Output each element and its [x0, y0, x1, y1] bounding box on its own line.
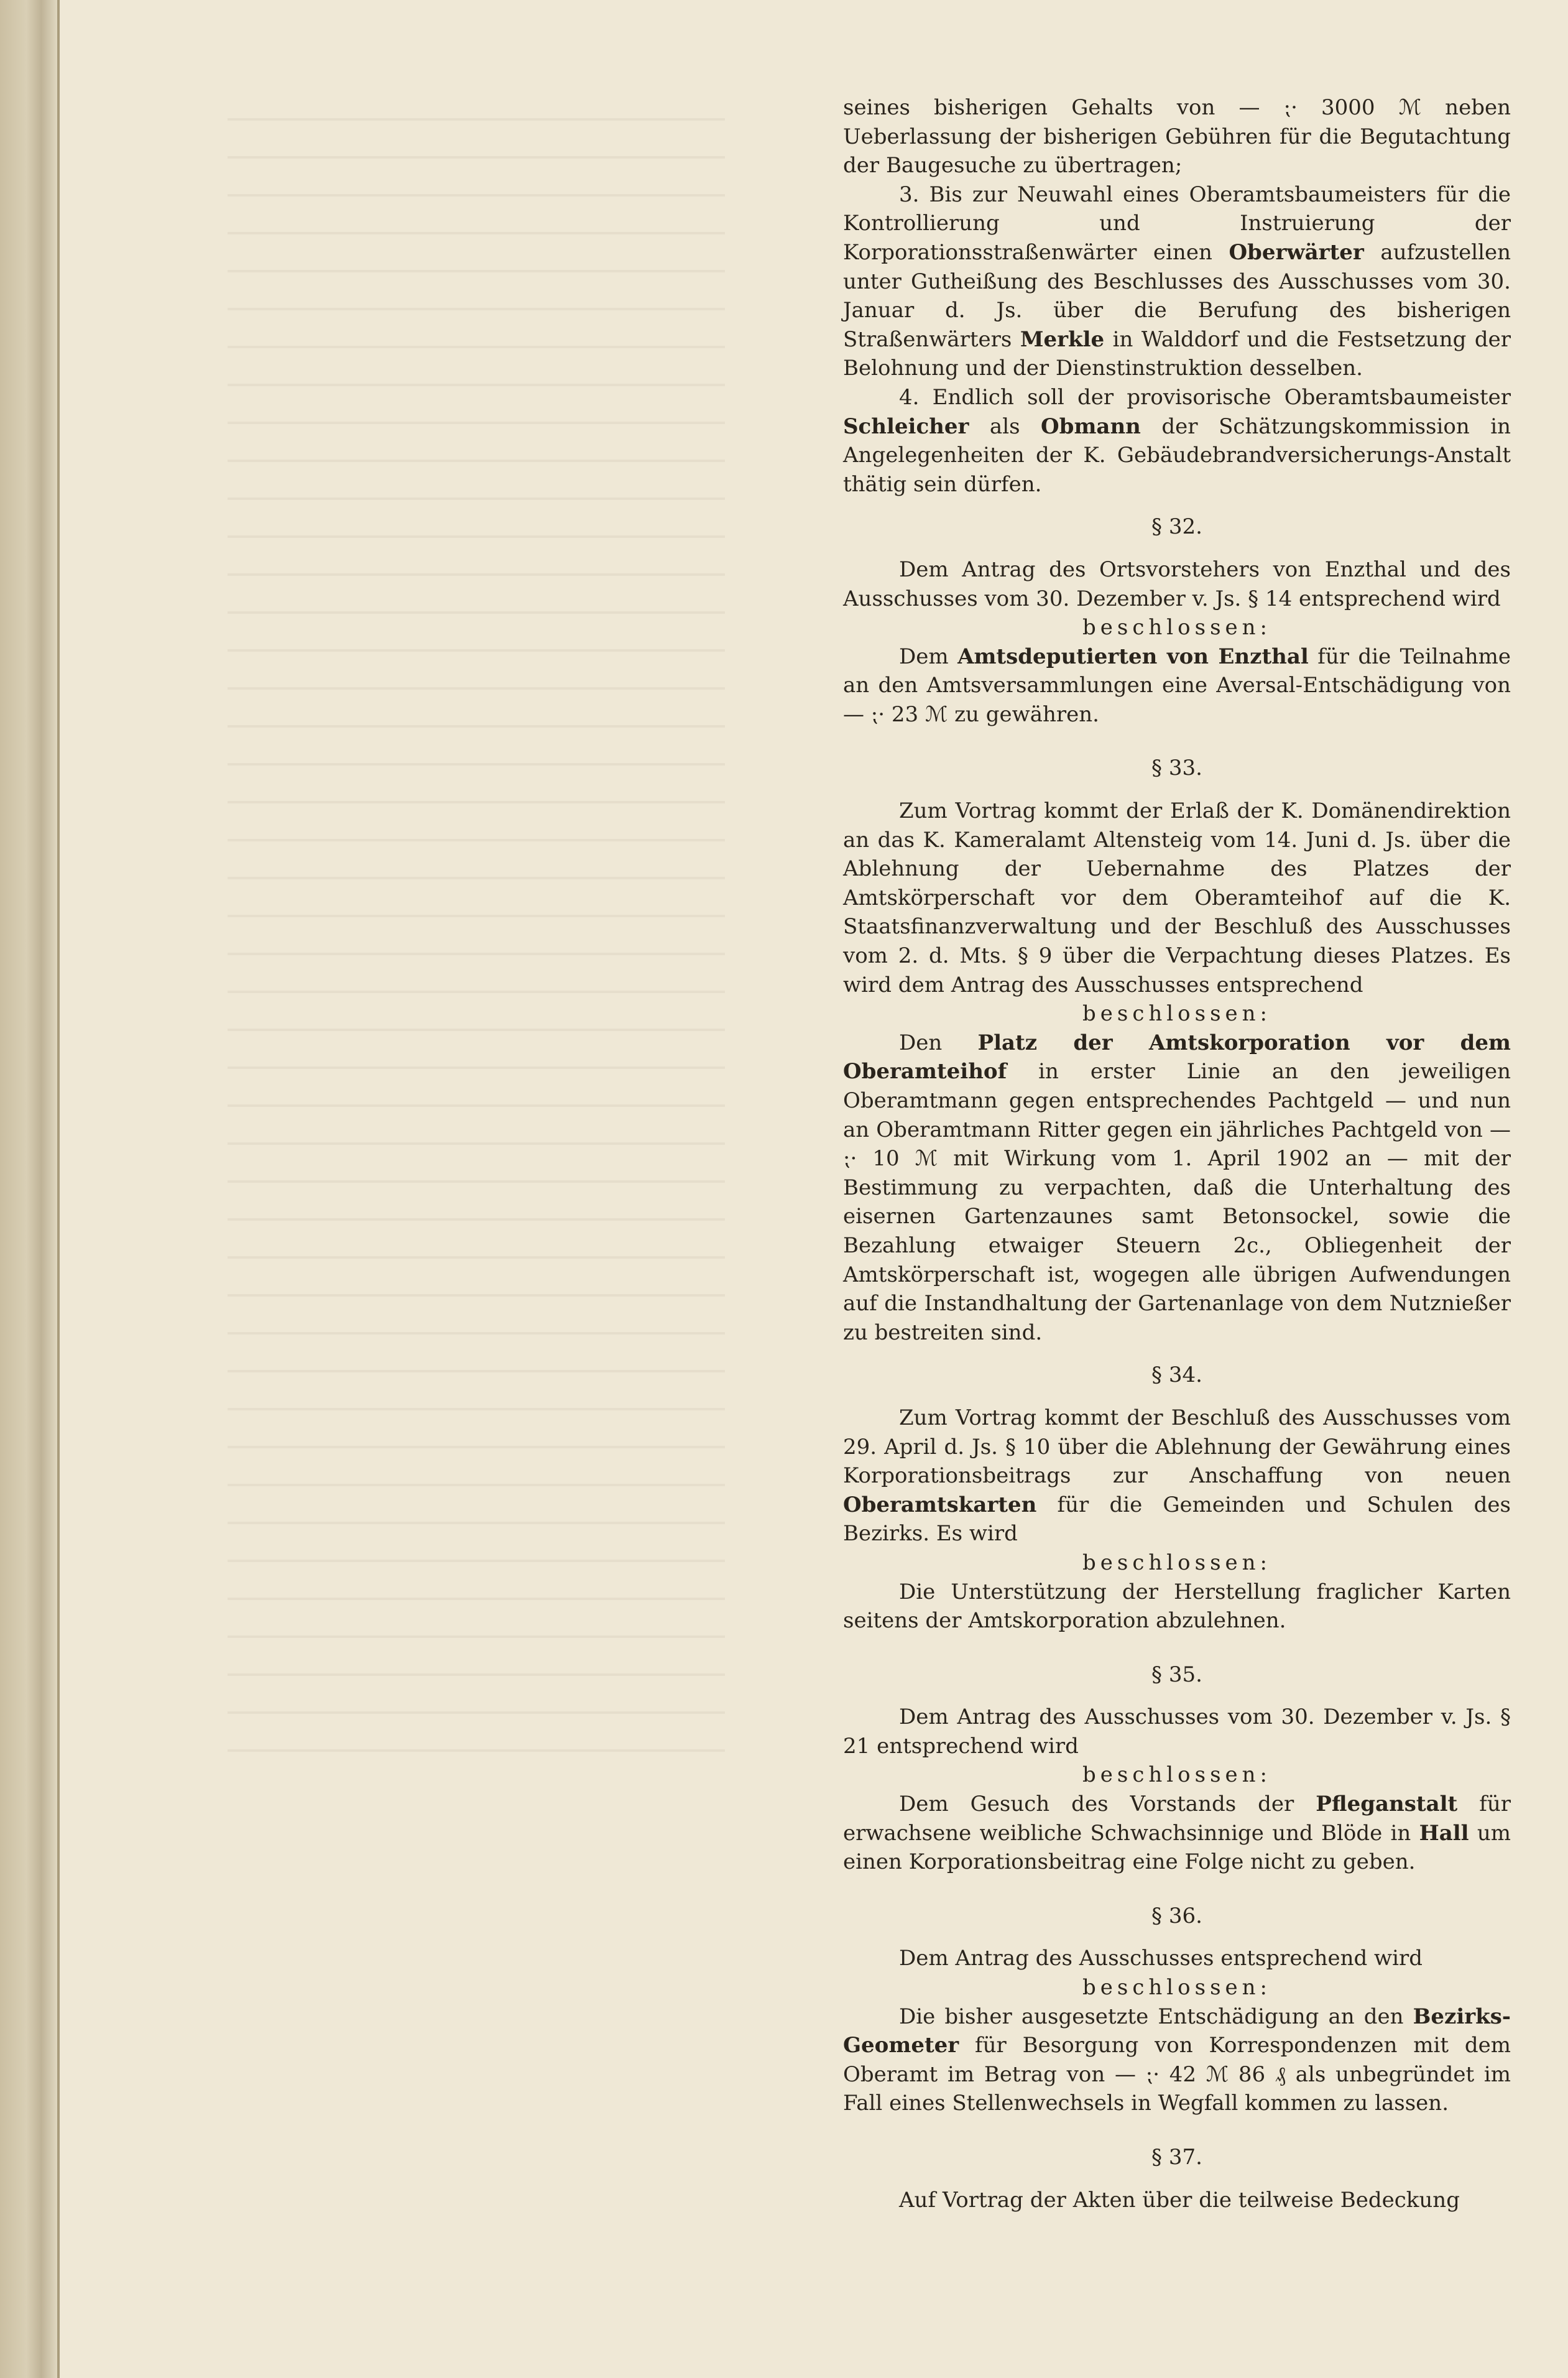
text-run: aufzustellen unter Gutheißung des Beschlusses des Ausschusses vom 30. Januar d. Js. über die Berufung des bisherigen Straßenwärters	[843, 239, 1511, 352]
section-heading-34: § 34.	[1151, 1362, 1202, 1388]
emphasis-schleicher: Schleicher	[843, 414, 969, 439]
section-33-resolution	[843, 1029, 1511, 1348]
section-37-paragraph: Auf Vortrag der Akten über die teilweise Bedeckung	[899, 2187, 1460, 2213]
emphasis-merkle: Merkle	[1020, 326, 1105, 352]
text-run: in erster Linie an den jeweiligen Oberamtmann gegen entsprechendes Pachtgeld — und nun an Oberamtmann Ritter gegen ein jährliches Pachtgeld von — ⁏· 10 ℳ mit Wirkung vom 1. April 1902 an — mit der Bestimmung zu verpachten, daß die Unterhaltung des eisernen Gartenzaunes samt Betonsockel, sowie die Bezahlung etwaiger Steuern 2c., Obliegenheit der Amtskörperschaft ist, wogegen alle übrigen Aufwendungen auf die Instandhaltung der Gartenanlage von dem Nutznießer zu bestreiten sind.	[843, 1059, 1511, 1345]
text-run: für die Teilnahme an den Amtsversammlungen eine Aversal-Entschädigung von — ⁏· 23 ℳ zu gewähren.	[843, 644, 1511, 727]
section-33-paragraph: Zum Vortrag kommt der Erlaß der K. Domänendirektion an das K. Kameralamt Altensteig vom 14. Juni d. Js. über die Ablehnung der Uebernahme des Platzes der Amtskörperschaft vor dem Oberamteihof auf die K. Staatsfinanzverwaltung und der Beschluß des Ausschusses vom 2. d. Mts. § 9 über die Verpachtung dieses Platzes. Es wird dem Antrag des Ausschusses entsprechend	[843, 798, 1511, 997]
paragraph-item-3	[843, 180, 1511, 383]
text-run: als	[969, 414, 1041, 439]
document-text-column	[843, 93, 1511, 2214]
emphasis-hall: Hall	[1419, 1820, 1469, 1846]
paragraph-continued: seines bisherigen Gehalts von — ⁏· 3000 ℳ neben Ueberlassung der bisherigen Gebühren für die Begutachtung der Baugesuche zu übertragen;	[843, 95, 1511, 178]
section-heading-35: § 35.	[1151, 1662, 1202, 1687]
emphasis-bezirks-geometer: Bezirks-Geometer	[843, 2004, 1511, 2058]
resolution-label: beschlossen:	[1082, 1550, 1271, 1575]
binding-shadow	[0, 0, 59, 2378]
paragraph-item-4	[843, 383, 1511, 499]
section-heading-36: § 36.	[1151, 1903, 1202, 1928]
emphasis-pfleganstalt: Pfleganstalt	[1316, 1792, 1458, 1817]
text-run: in Walddorf und die Festsetzung der Belohnung und der Dienstinstruktion desselben.	[843, 326, 1511, 381]
emphasis-oberamtskarten: Oberamtskarten	[843, 1492, 1037, 1517]
text-run: Die bisher ausgesetzte Entschädigung an den	[899, 2004, 1413, 2029]
section-34-resolution: Die Unterstützung der Herstellung fraglicher Karten seitens der Amtskorporation abzulehnen.	[843, 1579, 1511, 1634]
spacer	[843, 729, 1511, 740]
spacer	[843, 1877, 1511, 1888]
text-run: 4. Endlich soll der provisorische Oberamtsbaumeister	[899, 384, 1511, 410]
spacer	[843, 1635, 1511, 1647]
emphasis-amtsdeputierten: Amtsdeputierten von Enzthal	[957, 644, 1309, 669]
section-heading-33: § 33.	[1151, 756, 1202, 781]
text-run: um einen Korporationsbeitrag eine Folge nicht zu geben.	[843, 1820, 1511, 1875]
text-run: 3. Bis zur Neuwahl eines Oberamtsbaumeisters für die Kontrollierung und Instruierung der Korporationsstraßenwärter einen	[843, 182, 1511, 265]
section-heading-32: § 32.	[1151, 514, 1202, 540]
resolution-label: beschlossen:	[1082, 615, 1271, 641]
text-run: Zum Vortrag kommt der Beschluß des Ausschusses vom 29. April d. Js. § 10 über die Ablehnung der Gewährung eines Korporationsbeitrags zur Anschaffung von neuen	[843, 1405, 1511, 1489]
section-32-resolution	[843, 642, 1511, 729]
text-run: Dem	[899, 644, 958, 669]
emphasis-oberwaerter: Oberwärter	[1229, 239, 1364, 265]
resolution-label: beschlossen:	[1082, 1762, 1271, 1788]
section-36-paragraph: Dem Antrag des Ausschusses entsprechend wird	[899, 1946, 1423, 1971]
section-32-paragraph: Dem Antrag des Ortsvorstehers von Enzthal und des Ausschusses vom 30. Dezember v. Js. § 14 entsprechend wird	[843, 557, 1511, 611]
text-run: Den	[899, 1030, 978, 1055]
text-run: für die Gemeinden und Schulen des Bezirks. Es wird	[843, 1492, 1511, 1547]
resolution-label: beschlossen:	[1082, 1001, 1271, 1027]
section-34-paragraph	[843, 1404, 1511, 1548]
text-run: Dem Gesuch des Vorstands der	[899, 1792, 1316, 1817]
text-run: für erwachsene weibliche Schwachsinnige und Blöde in	[843, 1792, 1511, 1846]
spacer	[843, 2118, 1511, 2129]
show-through-text	[228, 99, 725, 1779]
section-35-resolution	[843, 1790, 1511, 1877]
resolution-label: beschlossen:	[1082, 1975, 1271, 2001]
section-heading-37: § 37.	[1151, 2145, 1202, 2170]
emphasis-platz: Platz der Amtskorporation vor dem Oberamteihof	[843, 1030, 1511, 1085]
emphasis-obmann: Obmann	[1041, 414, 1141, 439]
text-run: der Schätzungskommission in Angelegenheiten der K. Gebäudebrandversicherungs-Anstalt thätig sein dürfen.	[843, 414, 1511, 497]
section-36-resolution	[843, 2002, 1511, 2118]
text-run: für Besorgung von Korrespondenzen mit dem Oberamt im Betrag von — ⁏· 42 ℳ 86 ₰ als unbegründet im Fall eines Stellenwechsels in Wegfall kommen zu lassen.	[843, 2033, 1511, 2116]
section-35-paragraph: Dem Antrag des Ausschusses vom 30. Dezember v. Js. § 21 entsprechend wird	[843, 1705, 1511, 1759]
